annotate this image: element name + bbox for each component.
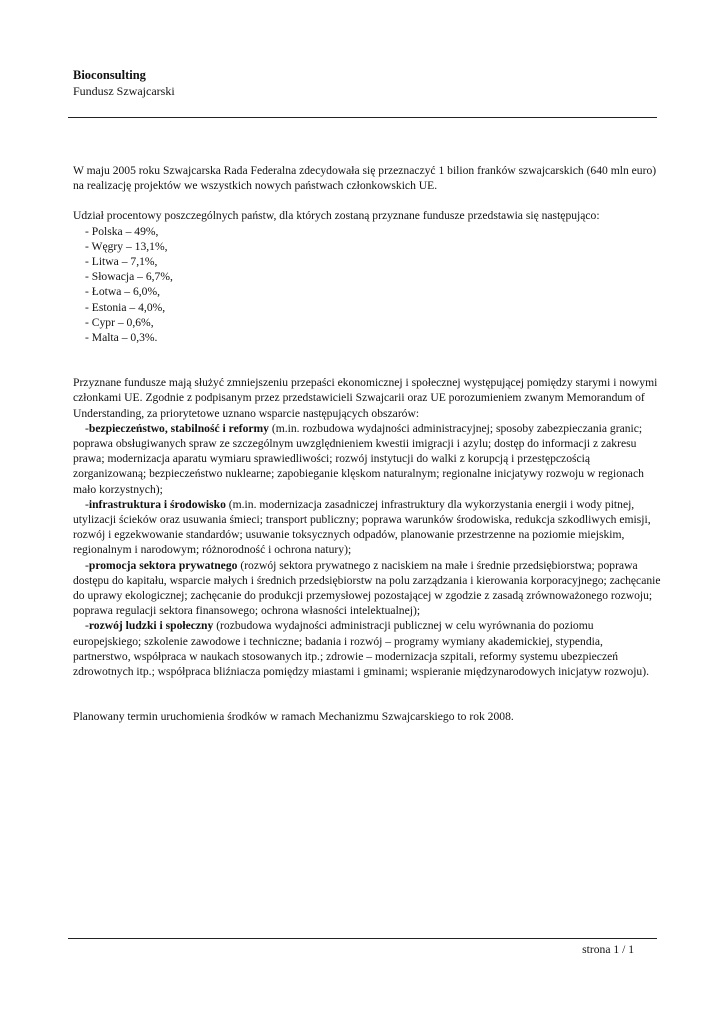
company-name: Bioconsulting: [73, 68, 146, 82]
list-dash: -: [85, 619, 89, 633]
priority-area-private-sector: [73, 558, 663, 619]
area-title: infrastruktura i środowisko: [88, 497, 226, 511]
list-item: - Polska – 49%,: [85, 224, 159, 238]
list-dash: -: [85, 558, 89, 572]
intro-paragraph: W maju 2005 roku Szwajcarska Rada Federalna zdecydowała się przeznaczyć 1 bilion franków szwajcarskich (640 mln euro) na realizację projektów we wszystkich nowych państwach członkowskich UE.: [73, 164, 657, 193]
area-description: (rozwój sektora prywatnego z naciskiem na małe i średnie przedsiębiorstwa; poprawa dostępu do kapitału, wsparcie małych i średnich przedsiębiorstw na polu zarządzania i kierowania korporacyjnego; zachęcanie do uprawy ekologicznej; zachęcanie do produkcji przemysłowej pozostającej w zgodzie z zasadą zrównoważonego rozwoju; poprawa regulacji sektora finansowego; ochrona własności intelektualnej);: [73, 558, 661, 618]
area-description: (m.in. rozbudowa wydajności administracyjnej; sposoby zabezpieczania granic; poprawa obsługiwanych spraw ze szczególnym uwzględnieniem kwestii imigracji i azylu; dostęp do informacji z zakresu prawa; modernizacja aparatu wymiaru sprawiedliwości; rozwój instytucji do walki z korupcją i przestępczością zorganizowaną; bezpieczeństwo nuklearne; zapobieganie klęskom naturalnym; regionalne inicjatywy rozwoju w regionach mało korzystnych);: [73, 421, 644, 496]
area-description: (rozbudowa wydajności administracji publicznej w celu wyrównania do poziomu europejskiego; szkolenie zawodowe i techniczne; badania i rozwój – programy wymiany akademickiej, stypendia, partnerstwo, współpraca w naukach stosowanych itp.; zdrowie – modernizacja szpitali, reformy systemu ubezpieczeń zdrowotnych itp.; współpraca bliźniacza pomiędzy miastami i gminami; wspieranie międzynarodowych inicjatyw rozwoju).: [73, 619, 649, 679]
priority-area-infrastructure: [73, 497, 663, 558]
list-item: - Słowacja – 6,7%,: [85, 270, 173, 284]
list-item: - Węgry – 13,1%,: [85, 239, 168, 253]
list-item: - Cypr – 0,6%,: [85, 315, 154, 329]
list-item: - Malta – 0,3%.: [85, 331, 158, 345]
document-body: [73, 163, 663, 725]
area-title: rozwój ludzki i społeczny: [88, 619, 214, 633]
list-item: - Litwa – 7,1%,: [85, 255, 158, 269]
document-subtitle: Fundusz Szwajcarski: [73, 84, 175, 98]
page-number: strona 1 / 1: [582, 943, 634, 956]
list-item: - Łotwa – 6,0%,: [85, 285, 161, 299]
area-title: promocja sektora prywatnego: [88, 558, 238, 572]
purpose-paragraph: Przyznane fundusze mają służyć zmniejszeniu przepaści ekonomicznej i społecznej występującej pomiędzy starymi i nowymi członkami UE. Zgodnie z podpisanym przez przedstawicieli Szwajcarii oraz UE porozumieniem zwanym Memorandum of Understanding, za priorytetowe uznano wsparcie następujących obszarów:: [73, 376, 658, 420]
area-title: bezpieczeństwo, stabilność i reformy: [88, 421, 269, 435]
area-description: (m.in. modernizacja zasadniczej infrastruktury dla wykorzystania energii i wody pitnej, utylizacji ścieków oraz usuwania śmieci; transport publiczny; poprawa warunków środowiska, redukcja szkodliwych emisji, rozwój i egzekwowanie standardów; usuwanie toksycznych odpadów, planowanie przestrzenne na poziomie miejskim, regionalnym i narodowym; różnorodność i ochrona natury);: [73, 497, 651, 557]
priority-area-security: [73, 421, 663, 497]
document-header: [73, 67, 658, 99]
header-divider: [68, 117, 657, 118]
list-item: - Estonia – 4,0%,: [85, 300, 166, 314]
priority-area-human-development: [73, 618, 663, 679]
share-intro-paragraph: Udział procentowy poszczególnych państw, dla których zostaną przyznane fundusze przedstawia się następująco:: [73, 209, 600, 223]
closing-paragraph: Planowany termin uruchomienia środków w ramach Mechanizmu Szwajcarskiego to rok 2008.: [73, 710, 514, 724]
footer-divider: [68, 938, 657, 939]
list-dash: -: [85, 497, 89, 511]
country-share-list: [73, 224, 663, 346]
list-dash: -: [85, 421, 89, 435]
